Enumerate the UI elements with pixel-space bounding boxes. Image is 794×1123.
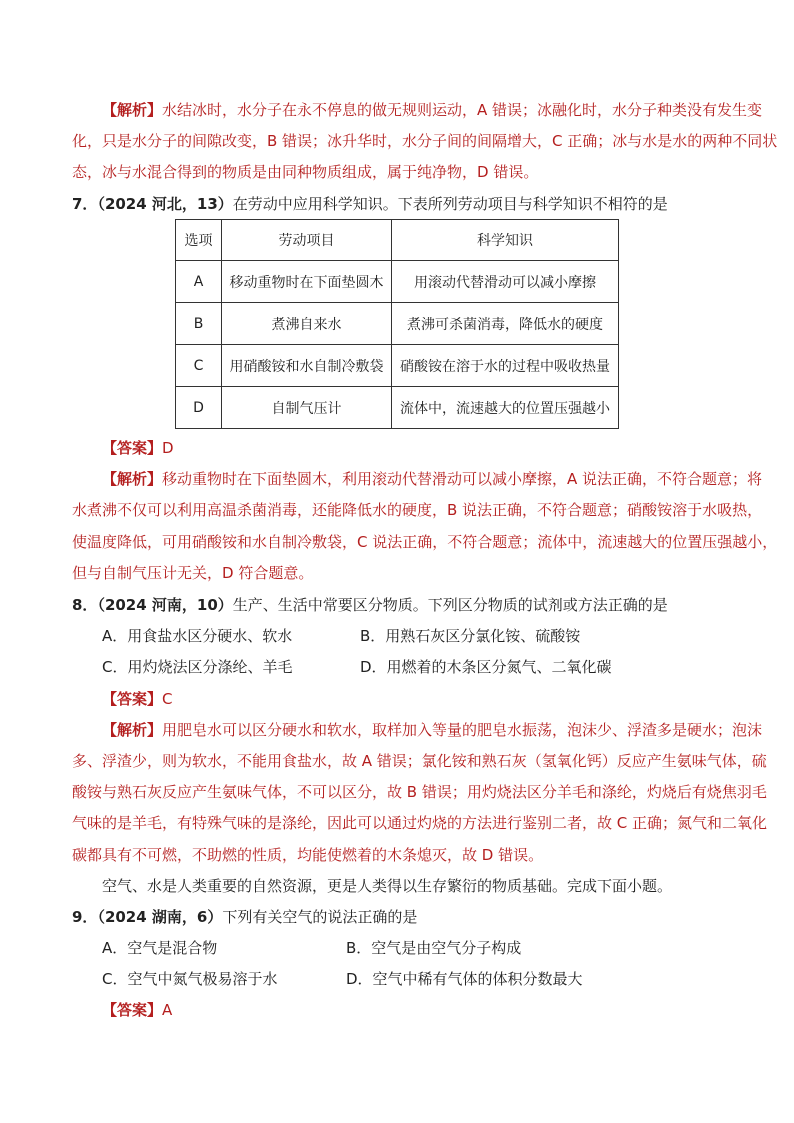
table-cell: A bbox=[176, 261, 222, 303]
table-cell: 自制气压计 bbox=[222, 387, 392, 429]
table-row bbox=[176, 387, 619, 429]
q7-table bbox=[175, 219, 619, 429]
table-cell: B bbox=[176, 303, 222, 345]
table-cell: D bbox=[176, 387, 222, 429]
q7-answer: 【答案】D bbox=[102, 439, 174, 457]
table-row bbox=[176, 303, 619, 345]
q8-analysis-line-4: 气味的是羊毛，有特殊气味的是涤纶，因此可以通过灼烧的方法进行鉴别二者，故 C 正确；氮气和二氧化 bbox=[72, 814, 768, 832]
q8-answer: 【答案】C bbox=[102, 690, 173, 708]
table-header-cell: 科学知识 bbox=[392, 220, 619, 261]
table-cell: 用硝酸铵和水自制冷敷袋 bbox=[222, 345, 392, 387]
table-cell: 煮沸自来水 bbox=[222, 303, 392, 345]
q8-analysis-line-3: 酸铵与熟石灰反应产生氨味气体，不可以区分，故 B 错误；用灼烧法区分羊毛和涤纶，灼烧后有烧焦羽毛 bbox=[72, 783, 767, 801]
q9-option-d: D．空气中稀有气体的体积分数最大 bbox=[346, 970, 583, 988]
q6-analysis-line-1: 【解析】水结冰时，水分子在永不停息的做无规则运动，A 错误；冰融化时，水分子种类没有发生变 bbox=[102, 101, 763, 119]
q8-analysis-line-5: 碳都具有不可燃，不助燃的性质，均能使燃着的木条熄灭，故 D 错误。 bbox=[72, 846, 544, 864]
table-header-cell: 选项 bbox=[176, 220, 222, 261]
table-header-row bbox=[176, 220, 619, 261]
q7-stem: 7．（2024 河北，13）在劳动中应用科学知识。下表所列劳动项目与科学知识不相符的是 bbox=[72, 195, 668, 213]
q9-answer: 【答案】A bbox=[102, 1001, 173, 1019]
q9-option-c: C．空气中氮气极易溶于水 bbox=[102, 970, 278, 988]
table-header-cell: 劳动项目 bbox=[222, 220, 392, 261]
q9-option-a: A．空气是混合物 bbox=[102, 939, 218, 957]
q7-analysis-line-2: 水煮沸不仅可以利用高温杀菌消毒，还能降低水的硬度，B 说法正确，不符合题意；硝酸铵溶于水吸热， bbox=[72, 501, 763, 519]
section-intro: 空气、水是人类重要的自然资源，更是人类得以生存繁衍的物质基础。完成下面小题。 bbox=[102, 877, 673, 895]
q8-option-c: C．用灼烧法区分涤纶、羊毛 bbox=[102, 658, 293, 676]
table-cell: 流体中，流速越大的位置压强越小 bbox=[392, 387, 619, 429]
q9-option-b: B．空气是由空气分子构成 bbox=[346, 939, 522, 957]
table-cell: C bbox=[176, 345, 222, 387]
q7-analysis-line-4: 但与自制气压计无关，D 符合题意。 bbox=[72, 564, 314, 582]
table-row bbox=[176, 261, 619, 303]
table-cell: 硝酸铵在溶于水的过程中吸收热量 bbox=[392, 345, 619, 387]
q8-analysis-line-1: 【解析】用肥皂水可以区分硬水和软水，取样加入等量的肥皂水振荡，泡沫少、浮渣多是硬水；泡沫 bbox=[102, 721, 763, 739]
q8-option-d: D．用燃着的木条区分氮气、二氧化碳 bbox=[360, 658, 612, 676]
q6-analysis-line-2: 化，只是水分子的间隙改变，B 错误；冰升华时，水分子间的间隔增大，C 正确；冰与水是水的两种不同状 bbox=[72, 132, 778, 150]
q8-analysis-line-2: 多、浮渣少，则为软水，不能用食盐水，故 A 错误；氯化铵和熟石灰（氢氧化钙）反应产生氨味气体，硫 bbox=[72, 752, 767, 770]
table-cell: 煮沸可杀菌消毒，降低水的硬度 bbox=[392, 303, 619, 345]
analysis-tag: 【解析】 bbox=[102, 101, 163, 119]
q8-stem: 8．（2024 河南，10）生产、生活中常要区分物质。下列区分物质的试剂或方法正确的是 bbox=[72, 596, 668, 614]
table-row bbox=[176, 345, 619, 387]
q6-analysis-line-3: 态，冰与水混合得到的物质是由同种物质组成，属于纯净物，D 错误。 bbox=[72, 163, 539, 181]
q7-analysis-line-1: 【解析】移动重物时在下面垫圆木，利用滚动代替滑动可以减小摩擦，A 说法正确，不符合题意；将 bbox=[102, 470, 763, 488]
table-cell: 用滚动代替滑动可以减小摩擦 bbox=[392, 261, 619, 303]
q8-option-b: B．用熟石灰区分氯化铵、硫酸铵 bbox=[360, 627, 581, 645]
q7-analysis-line-3: 使温度降低，可用硝酸铵和水自制冷敷袋，C 说法正确，不符合题意；流体中，流速越大的位置压强越小， bbox=[72, 533, 778, 551]
q8-option-a: A．用食盐水区分硬水、软水 bbox=[102, 627, 293, 645]
q9-stem: 9．（2024 湖南，6）下列有关空气的说法正确的是 bbox=[72, 908, 418, 926]
table-cell: 移动重物时在下面垫圆木 bbox=[222, 261, 392, 303]
